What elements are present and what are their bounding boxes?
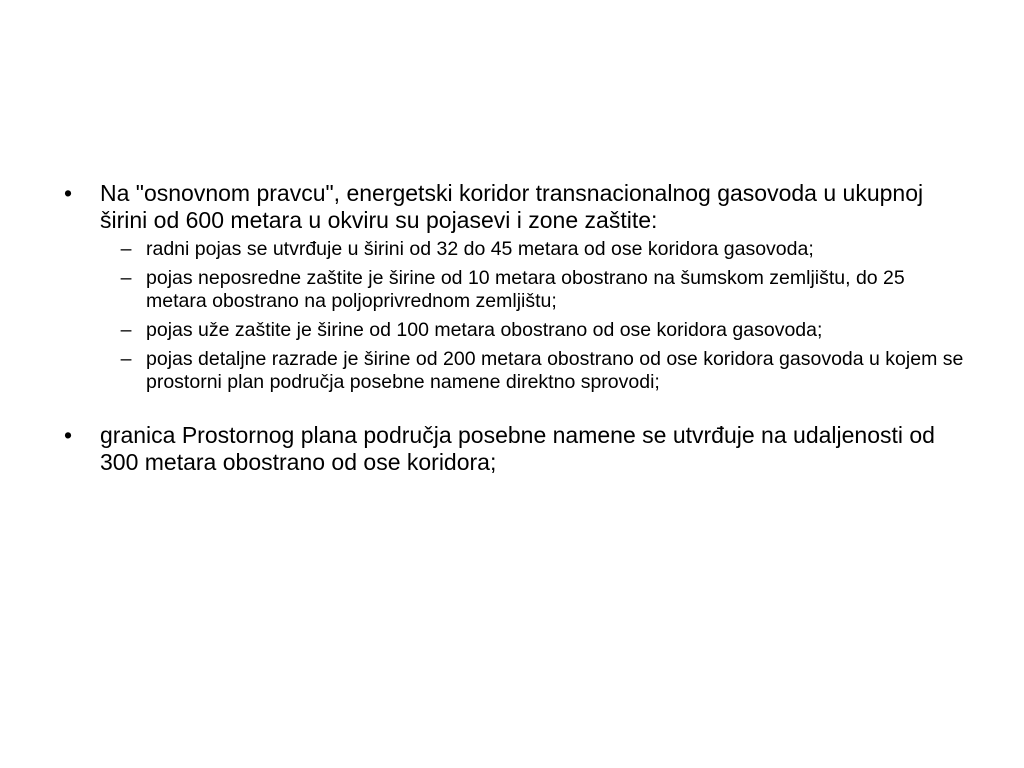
dash-marker: – — [120, 238, 132, 260]
sub-item — [100, 267, 968, 313]
sub-item — [100, 319, 968, 342]
sub-item — [100, 348, 968, 394]
sub-list — [100, 238, 968, 394]
sub-item-text: pojas uže zaštite je širine od 100 metara obostrano od ose koridora gasovoda; — [146, 319, 823, 341]
dash-marker: – — [120, 319, 132, 341]
bullet-item — [58, 180, 968, 394]
dash-marker: – — [120, 348, 132, 370]
bullet-marker: • — [63, 180, 73, 206]
bullet-item — [58, 422, 968, 476]
bullet-text: granica Prostornog plana područja posebne namene se utvrđuje na udaljenosti od 300 metara obostrano od ose koridora; — [100, 422, 935, 475]
bullet-text: Na "osnovnom pravcu", energetski koridor transnacionalnog gasovoda u ukupnoj širini od 600 metara u okviru su pojasevi i zone zaštite: — [100, 180, 924, 233]
sub-item-text: pojas detaljne razrade je širine od 200 metara obostrano od ose koridora gasovoda u kojem se prostorni plan područja posebne namene direktno sprovodi; — [146, 348, 964, 393]
sub-item-text: radni pojas se utvrđuje u širini od 32 do 45 metara od ose koridora gasovoda; — [146, 238, 814, 260]
dash-marker: – — [120, 267, 132, 289]
bullet-marker: • — [63, 422, 73, 448]
sub-item-text: pojas neposredne zaštite je širine od 10 metara obostrano na šumskom zemljištu, do 25 metara obostrano na poljoprivrednom zemljištu; — [146, 267, 905, 312]
sub-item — [100, 238, 968, 261]
slide-content — [58, 180, 968, 476]
